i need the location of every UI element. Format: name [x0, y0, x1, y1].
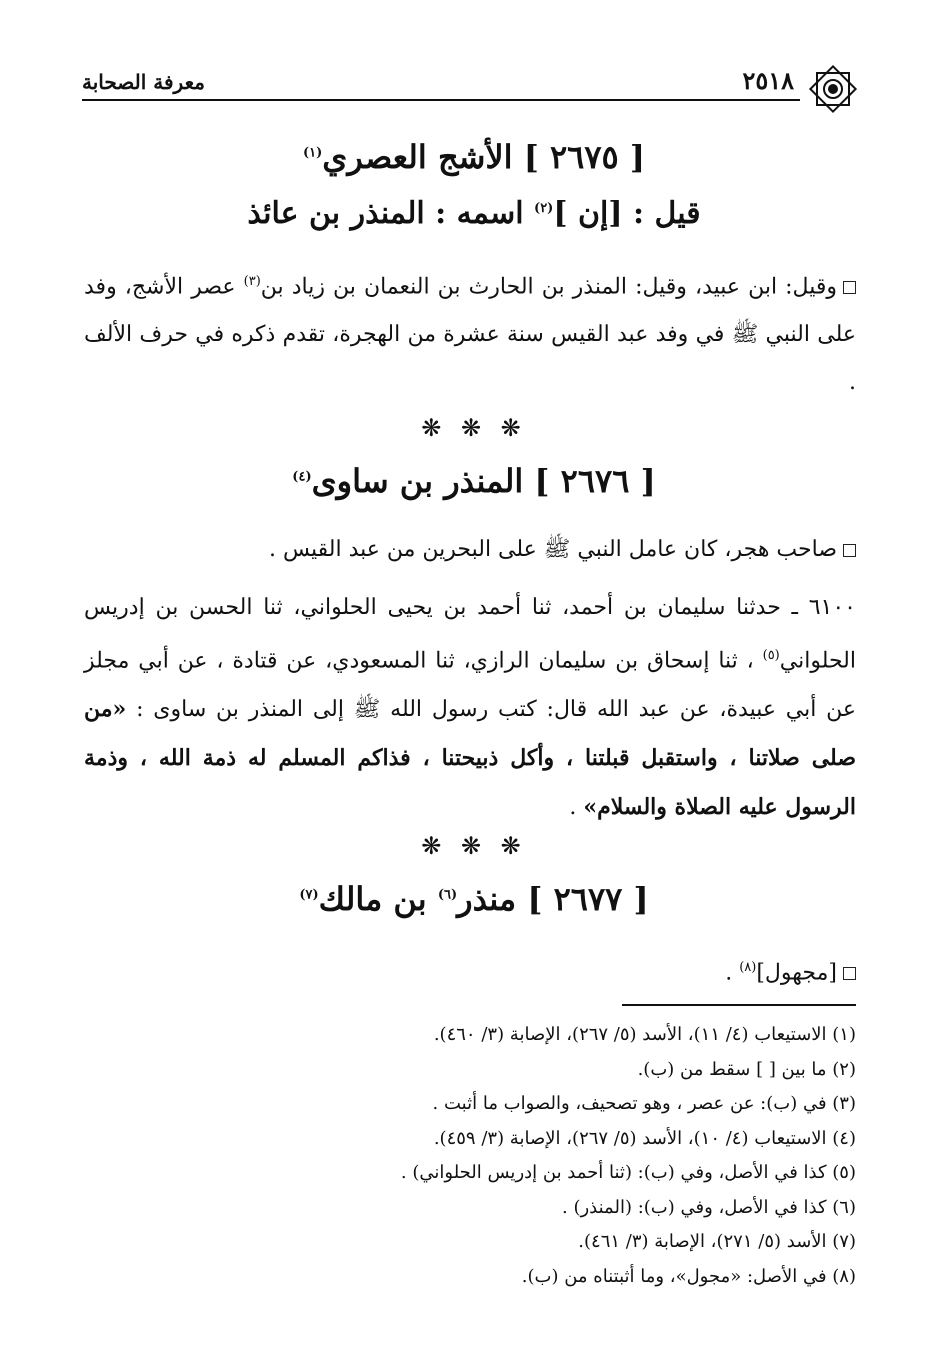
entry-2675-subheading: قيل : [إن ]$^{(٢)}$ اسمه : المنذر بن عائذ: [247, 196, 701, 231]
footnote-5: (٥) كذا في الأصل، وفي (ب): (ثنا أحمد بن إدريس الحلواني) .: [400, 1162, 856, 1183]
ornament-icon: [804, 60, 862, 118]
footnote-4: (٤) الاستيعاب (٤/ ١٠)، الأسد (٥/ ٢٦٧)، الإصابة (٣/ ٤٥٩).: [433, 1127, 856, 1149]
entry-2675-body: وقيل: ابن عبيد، وقيل: المنذر بن الحارث بن النعمان بن زياد بن$^{(٣)}$ عصر الأشج، وفد على النبي ﷺ في وفد عبد القيس سنة عشرة من الهجرة، تقدم ذكره في حرف الألف .: [84, 274, 856, 396]
footnote-7: (٧) الأسد (٥/ ٢٧١)، الإصابة (٣/ ٤٦١).: [578, 1231, 856, 1252]
header-rule: [82, 99, 800, 101]
entry-2676-heading: [ ٢٦٧٦ ] المنذر بن ساوى$^{(٤)}$: [292, 462, 656, 500]
square-bullet-icon: [843, 281, 856, 294]
square-bullet-icon: [843, 967, 856, 980]
hadith-6100: ٦١٠٠ ـ حدثنا سليمان بن أحمد، ثنا أحمد بن يحيى الحلواني، ثنا الحسن بن إدريس الحلواني$^{(٥)}$ ، ثنا إسحاق بن سليمان الرازي، ثنا المسعودي، عن قتادة ، عن أبي مجلز عن أبي عبيدة، عن عبد الله قال: كتب رسول الله ﷺ إلى المنذر بن ساوى : «من صلى صلاتنا ، واستقبل قبلتنا ، وأكل ذبيحتنا ، فذاكم المسلم له ذمة الله ، وذمة الرسول عليه الصلاة والسلام» .: [84, 595, 856, 821]
book-title: معرفة الصحابة: [82, 70, 205, 94]
footnote-3: (٣) في (ب): عن عصر ، وهو تصحيف، والصواب ما أثبت .: [432, 1093, 856, 1114]
page-header: [82, 62, 862, 102]
section-separator: ❋ ❋ ❋: [421, 832, 527, 860]
section-separator: ❋ ❋ ❋: [421, 414, 527, 442]
entry-2677-heading: [ ٢٦٧٧ ] منذر$^{(٦)}$ بن مالك$^{(٧)}$: [299, 880, 649, 918]
footnote-2: (٢) ما بين [ ] سقط من (ب).: [637, 1058, 856, 1080]
footnote-8: (٨) في الأصل: «مجول»، وما أثبتناه من (ب).: [521, 1265, 856, 1287]
hadith-text: «من صلى صلاتنا ، واستقبل قبلتنا ، وأكل ذبيحتنا ، فذاكم المسلم له ذمة الله ، وذمة الرسول عليه الصلاة والسلام»: [84, 696, 856, 821]
page-number: ٢٥١٨: [742, 66, 794, 95]
entry-2675-heading: [ ٢٦٧٥ ] الأشج العصري$^{(١)}$: [302, 138, 646, 176]
entry-2677-body: [مجهول]$^{(٨)}$ .: [84, 944, 856, 997]
square-bullet-icon: [843, 544, 856, 557]
footnote-rule: [622, 1004, 856, 1006]
footnote-1: (١) الاستيعاب (٤/ ١١)، الأسد (٥/ ٢٦٧)، الإصابة (٣/ ٤٦٠).: [433, 1024, 856, 1045]
entry-2676-body: صاحب هجر، كان عامل النبي ﷺ على البحرين من عبد القيس .: [84, 526, 856, 574]
footnotes: [84, 1018, 856, 1294]
footnote-6: (٦) كذا في الأصل، وفي (ب): (المنذر) .: [562, 1196, 856, 1218]
